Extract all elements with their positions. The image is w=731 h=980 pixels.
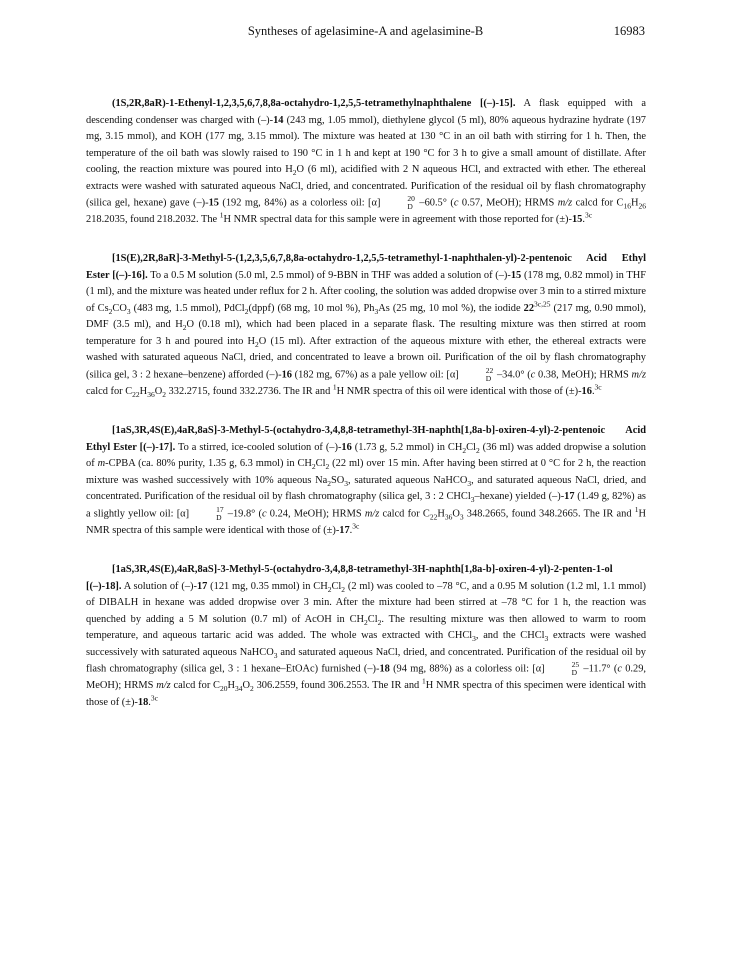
procedure-compound-18: [1aS,3R,4S(E),4aR,8aS]-3-Methyl-5-(octahydro-3,4,8,8-tetramethyl-3H-naphth[1,8a-b]-oxiren-4-yl)-2-penten-1-ol [(–)-18]. A solution of (–)-17 (121 mg, 0.35 mmol) in $CH_2Cl_2$ (2 ml) was cooled to –78 °C, and a 0.95 M solution (1.2 ml, 1.1 mmol) of DIBALH in hexane was added dropwise over 3 min. After the mixture had been stirred at –78 °C for 1 h, the reaction was quenched by adding a 5 M solution (0.7 ml) of AcOH in $CH_2Cl_2$. The resulting mixture was then allowed to warm to room temperature, and aqueous tartaric acid was added. The whole was extracted with CHCl$_3$, and the CHCl$_3$ extracts were washed successively with saturated aqueous NaHCO$_3$ and saturated aqueous NaCl, dried, and concentrated. Purification of the residual oil by flash chromatography (silica gel, 3 : 1 hexane–EtOAc) furnished (–)-18 (94 mg, 88%) as a colorless oil: [α] 25 D –11.7° (c 0.29, MeOH); HRMS m/z calcd for $C_{20}H_{34}O_2$ 306.2559, found 306.2553. The IR and $^1$H NMR spectra of this specimen were identical with those of (±)-18.$^{3c}$ [86,564,647,708]
experimental-section [86,96,646,734]
compound-title: [1aS,3R,4S(E),4aR,8aS]-3-Methyl-5-(octahydro-3,4,8,8-tetramethyl-3H-naphth[1,8a-b]-oxiren-4-yl)-2-pentenoic Acid Ethyl Ester [(–)-17]. [86,425,646,453]
compound-number: 16 [281,369,292,381]
reference-marker: 3c [594,382,602,392]
compound-number: 18 [137,696,149,708]
compound-number: 15 [510,269,522,281]
reference-marker: 3c [150,693,158,703]
rotation-scripts: 17 D [216,504,224,522]
compound-number: 18 [379,663,390,675]
procedure-compound-17: [1aS,3R,4S(E),4aR,8aS]-3-Methyl-5-(octahydro-3,4,8,8-tetramethyl-3H-naphth[1,8a-b]-oxiren-4-yl)-2-pentenoic Acid Ethyl Ester [(–)-17]. To a stirred, ice-cooled solution of (–)-16 (1.73 g, 5.2 mmol) in $CH_2Cl_2$ (36 ml) was added dropwise a solution of m-CPBA (ca. 80% purity, 1.35 g, 6.3 mmol) in $CH_2Cl_2$ (22 ml) over 15 min. After having been stirred at 0 °C for 2 h, the reaction mixture was washed successively with 10% aqueous $Na_2SO_3$, saturated aqueous NaHCO$_3$, and saturated aqueous NaCl, dried, and concentrated. Purification of the residual oil by flash chromatography (silica gel, 3 : 2 CHCl$_3$–hexane) yielded (–)-17 (1.49 g, 82%) as a slightly yellow oil: [α] 17 D –19.8° (c 0.24, MeOH); HRMS m/z calcd for $C_{22}H_{36}O_3$ 348.2665, found 348.2665. The IR and $^1$H NMR spectra of this sample were identical with those of (±)-17.$^{3c}$ [86,425,647,536]
compound-number: 14 [273,114,284,126]
procedure-compound-15: (1S,2R,8aR)-1-Ethenyl-1,2,3,5,6,7,8,8a-octahydro-1,2,5,5-tetramethylnaphthalene [(–)-15]. A flask equipped with a descending condenser was charged with (–)-14 (243 mg, 1.05 mmol), diethylene glycol (5 ml), 80% aqueous hydrazine hydrate (197 mg, 3.15 mmol), and KOH (177 mg, 3.15 mmol). The mixture was heated at 130 °C in an oil bath with stirring for 1 h. Then, the temperature of the oil bath was slowly raised to 190 °C in 1 h and kept at 190 °C for 3 h to give a small amount of distillate. After cooling, the reaction mixture was poured into $H_2O$ (6 ml), acidified with 2 N aqueous HCl, and extracted with ether. The ethereal extracts were washed with saturated aqueous NaCl, dried, and concentrated. Purification of the residual oil by flash chromatography (silica gel, hexane) gave (–)-15 (192 mg, 84%) as a colorless oil: [α] 20 D –60.5° (c 0.57, MeOH); HRMS m/z calcd for $C_{16}H_{26}$ 218.2035, found 218.2032. The $^1$H NMR spectral data for this sample were in agreement with those reported for (±)-15.$^{3c}$ [86,98,647,225]
reference-marker: 3c,25 [534,299,551,309]
compound-number: 15 [571,213,583,225]
compound-number: 17 [564,491,575,503]
compound-number: 15 [208,197,219,209]
rotation-scripts: 25 D [571,660,580,678]
reference-marker: 3c [352,521,360,531]
compound-number: 17 [196,580,208,592]
reference-marker: 3c [584,210,593,220]
rotation-scripts: 22 D [485,365,494,383]
compound-title: (1S,2R,8aR)-1-Ethenyl-1,2,3,5,6,7,8,8a-octahydro-1,2,5,5-tetramethylnaphthalene [(–)-15]. [112,98,516,109]
compound-number: 17 [339,524,350,536]
page-header [0,24,731,40]
compound-number: 16 [581,385,592,397]
running-title: Syntheses of agelasimine-A and agelasimine-B [247,24,484,38]
compound-number: 22 [523,302,535,314]
compound-title: [1aS,3R,4S(E),4aR,8aS]-3-Methyl-5-(octahydro-3,4,8,8-tetramethyl-3H-naphth[1,8a-b]-oxiren-4-yl)-2-penten-1-ol [(–)-18]. [86,564,613,592]
page-number: 16983 [613,24,645,38]
compound-title: [1S(E),2R,8aR]-3-Methyl-5-(1,2,3,5,6,7,8,8a-octahydro-1,2,5,5-tetramethyl-1-naphthalen-yl)-2-pentenoic Acid Ethyl Ester [(–)-16]. [86,253,646,281]
procedure-compound-16: [1S(E),2R,8aR]-3-Methyl-5-(1,2,3,5,6,7,8,8a-octahydro-1,2,5,5-tetramethyl-1-naphthalen-yl)-2-pentenoic Acid Ethyl Ester [(–)-16]. To a 0.5 M solution (5.0 ml, 2.5 mmol) of 9-BBN in THF was added a solution of (–)-15 (178 mg, 0.82 mmol) in THF (1 ml), and the mixture was heated under reflux for 2 h. After cooling, the solution was added dropwise over 3 min to a stirred mixture of $Cs_2CO_3$ (483 mg, 1.5 mmol), PdCl$_2$(dppf) (68 mg, 10 mol %), $Ph_3As$ (25 mg, 10 mol %), the iodide $22^{3c,25}$ (217 mg, 0.90 mmol), DMF (3.5 ml), and $H_2O$ (0.18 ml), which had been placed in a separate flask. The resulting mixture was then stirred at room temperature for 3 h and poured into $H_2O$ (15 ml). After extraction of the aqueous mixture with ether, the ethereal extracts were washed with saturated aqueous NaCl, dried, and concentrated to leave a brown oil. Purification of the oil by flash chromatography (silica gel, 3 : 2 hexane–benzene) afforded (–)-16 (182 mg, 67%) as a pale yellow oil: [α] 22 D –34.0° (c 0.38, MeOH); HRMS m/z calcd for $C_{22}H_{36}O_2$ 332.2715, found 332.2736. The IR and $^1$H NMR spectra of this oil were identical with those of (±)-16.$^{3c}$ [86,253,647,399]
compound-number: 16 [341,441,352,453]
rotation-scripts: 20 D [407,194,415,211]
